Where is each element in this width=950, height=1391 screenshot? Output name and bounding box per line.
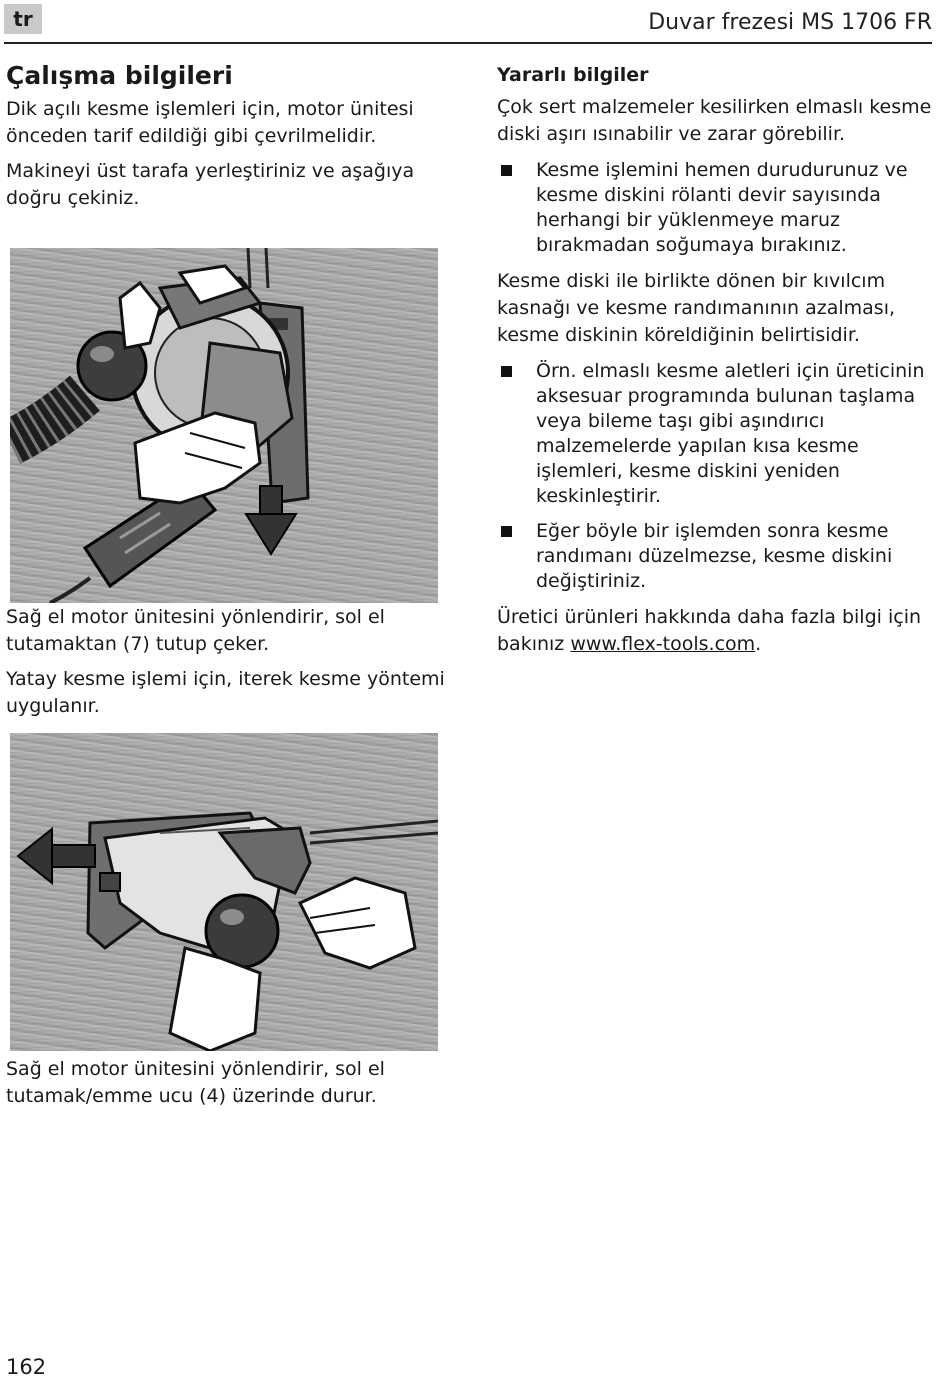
language-badge: tr xyxy=(4,4,42,34)
caption-hands-guide: Sağ el motor ünitesini yönlendirir, sol el tutamak/emme ucu (4) üzerinde durur. xyxy=(6,1058,385,1107)
illustration-vertical-cut xyxy=(10,248,438,603)
bullet-stop-cool xyxy=(497,158,937,258)
page-number: 162 xyxy=(6,1355,47,1379)
paragraph-more-info xyxy=(497,604,937,658)
more-info-end: . xyxy=(755,633,762,655)
left-column xyxy=(6,60,446,220)
paragraph-overheat: Çok sert malzemeler kesilirken elmaslı kesme diski aşırı ısınabilir ve zarar görebilir. xyxy=(497,96,932,145)
useful-info-title: Yararlı bilgiler xyxy=(497,64,649,86)
bullet-square-icon xyxy=(501,366,512,377)
bullet-replace-disc xyxy=(497,519,937,594)
bullet-text: Örn. elmaslı kesme aletleri için üreticinin aksesuar programında bulunan taşlama veya bileme taşı gibi aşındırıcı malzemelerde yapılan kısa kesme işlemleri, kesme diskini yeniden keskinleştirir. xyxy=(536,360,925,507)
header-divider xyxy=(4,42,932,44)
paragraph-place-machine: Makineyi üst tarafa yerleştiriniz ve aşağıya doğru çekiniz. xyxy=(6,160,415,209)
bullet-square-icon xyxy=(501,165,512,176)
bullet-resharpen xyxy=(497,359,937,509)
bullet-text: Eğer böyle bir işlemden sonra kesme randımanı düzelmezse, kesme diskini değiştiriniz. xyxy=(536,520,893,592)
caption-horizontal-push: Yatay kesme işlemi için, iterek kesme yöntemi uygulanır. xyxy=(6,668,445,717)
caption-vertical-cut xyxy=(6,604,446,728)
bullet-square-icon xyxy=(501,526,512,537)
section-title: Çalışma bilgileri xyxy=(6,61,233,90)
bullet-text: Kesme işlemini hemen durudurunuz ve kesme diskini rölanti devir sayısında herhangi bir yüklenmeye maruz bırakmadan soğumaya bırakınız. xyxy=(536,159,908,256)
caption-hands-pull: Sağ el motor ünitesini yönlendirir, sol el tutamaktan (7) tutup çeker. xyxy=(6,606,385,655)
paragraph-dull-disc: Kesme diski ile birlikte dönen bir kıvılcım kasnağı ve kesme randımanının azalması, kesme diskinin köreldiğinin belirtisidir. xyxy=(497,270,896,346)
website-link[interactable]: www.flex-tools.com xyxy=(570,633,756,655)
document-title: Duvar frezesi MS 1706 FR xyxy=(648,10,932,35)
paragraph-right-angle-cut: Dik açılı kesme işlemleri için, motor ünitesi önceden tarif edildiği gibi çevrilmelidir. xyxy=(6,98,414,147)
illustration-horizontal-cut xyxy=(10,733,438,1051)
caption-horizontal-cut xyxy=(6,1056,446,1118)
right-column xyxy=(497,60,937,666)
more-info-text: Üretici ürünleri hakkında daha fazla bilgi için bakınız xyxy=(497,606,922,655)
